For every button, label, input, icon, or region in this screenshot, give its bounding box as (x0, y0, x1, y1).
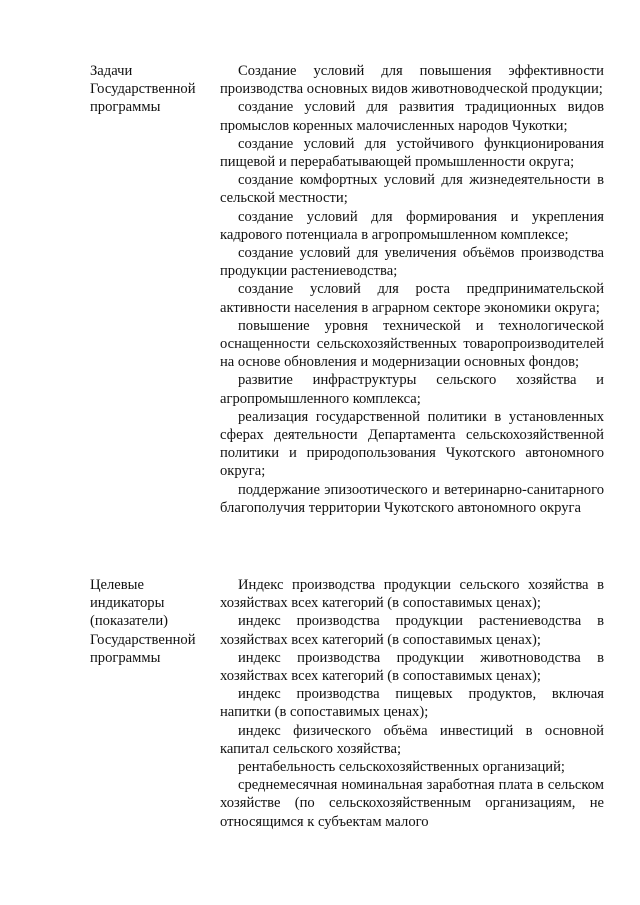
list-item: Индекс производства продукции сельского хозяйства в хозяйствах всех категорий (в сопоставимых ценах); (220, 577, 604, 612)
list-item: создание условий для увеличения объёмов производства продукции растениеводства; (220, 245, 604, 280)
list-item: индекс производства продукции животноводства в хозяйствах всех категорий (в сопоставимых ценах); (220, 649, 604, 685)
list-item: индекс производства пищевых продуктов, включая напитки (в сопоставимых ценах); (220, 686, 604, 721)
list-item: реализация государственной политики в установленных сферах деятельности Департамента сельскохозяйственной политики и природопользования Чукотского автономного округа; (220, 408, 604, 480)
indicators-list (220, 576, 604, 831)
tasks-list (220, 62, 604, 517)
list-item: создание условий для роста предпринимательской активности населения в аграрном секторе экономики округа; (220, 281, 604, 316)
list-item: создание комфортных условий для жизнедеятельности в сельской местности; (220, 172, 604, 207)
indicators-row (90, 576, 604, 831)
tasks-row (90, 62, 604, 517)
list-item: среднемесячная номинальная заработная плата в сельском хозяйстве (по сельскохозяйственным организациям, не относящимся к субъектам малого (220, 777, 604, 830)
list-item: индекс физического объёма инвестиций в основной капитал сельского хозяйства; (220, 722, 604, 757)
list-item: индекс производства продукции растениеводства в хозяйствах всех категорий (в сопоставимых ценах); (220, 613, 604, 648)
list-item: развитие инфраструктуры сельского хозяйства и агропромышленного комплекса; (220, 372, 604, 407)
tasks-label: Задачи Государственной программы (90, 63, 196, 116)
list-item: поддержание эпизоотического и ветеринарно-санитарного благополучия территории Чукотского автономного округа (220, 481, 604, 516)
list-item: Создание условий для повышения эффективности производства основных видов животноводческой продукции; (220, 63, 604, 98)
list-item: создание условий для устойчивого функционирования пищевой и перерабатывающей промышленности округа; (220, 135, 604, 171)
indicators-label: Целевые индикаторы (показатели) Государственной программы (90, 577, 196, 666)
list-item: повышение уровня технической и технологической оснащенности сельскохозяйственных товаропроизводителей на основе обновления и модернизации основных фондов; (220, 317, 604, 371)
list-item: создание условий для развития традиционных видов промыслов коренных малочисленных народов Чукотки; (220, 99, 604, 134)
list-item: создание условий для формирования и укрепления кадрового потенциала в агропромышленном комплексе; (220, 208, 604, 243)
list-item: рентабельность сельскохозяйственных организаций; (238, 759, 565, 776)
